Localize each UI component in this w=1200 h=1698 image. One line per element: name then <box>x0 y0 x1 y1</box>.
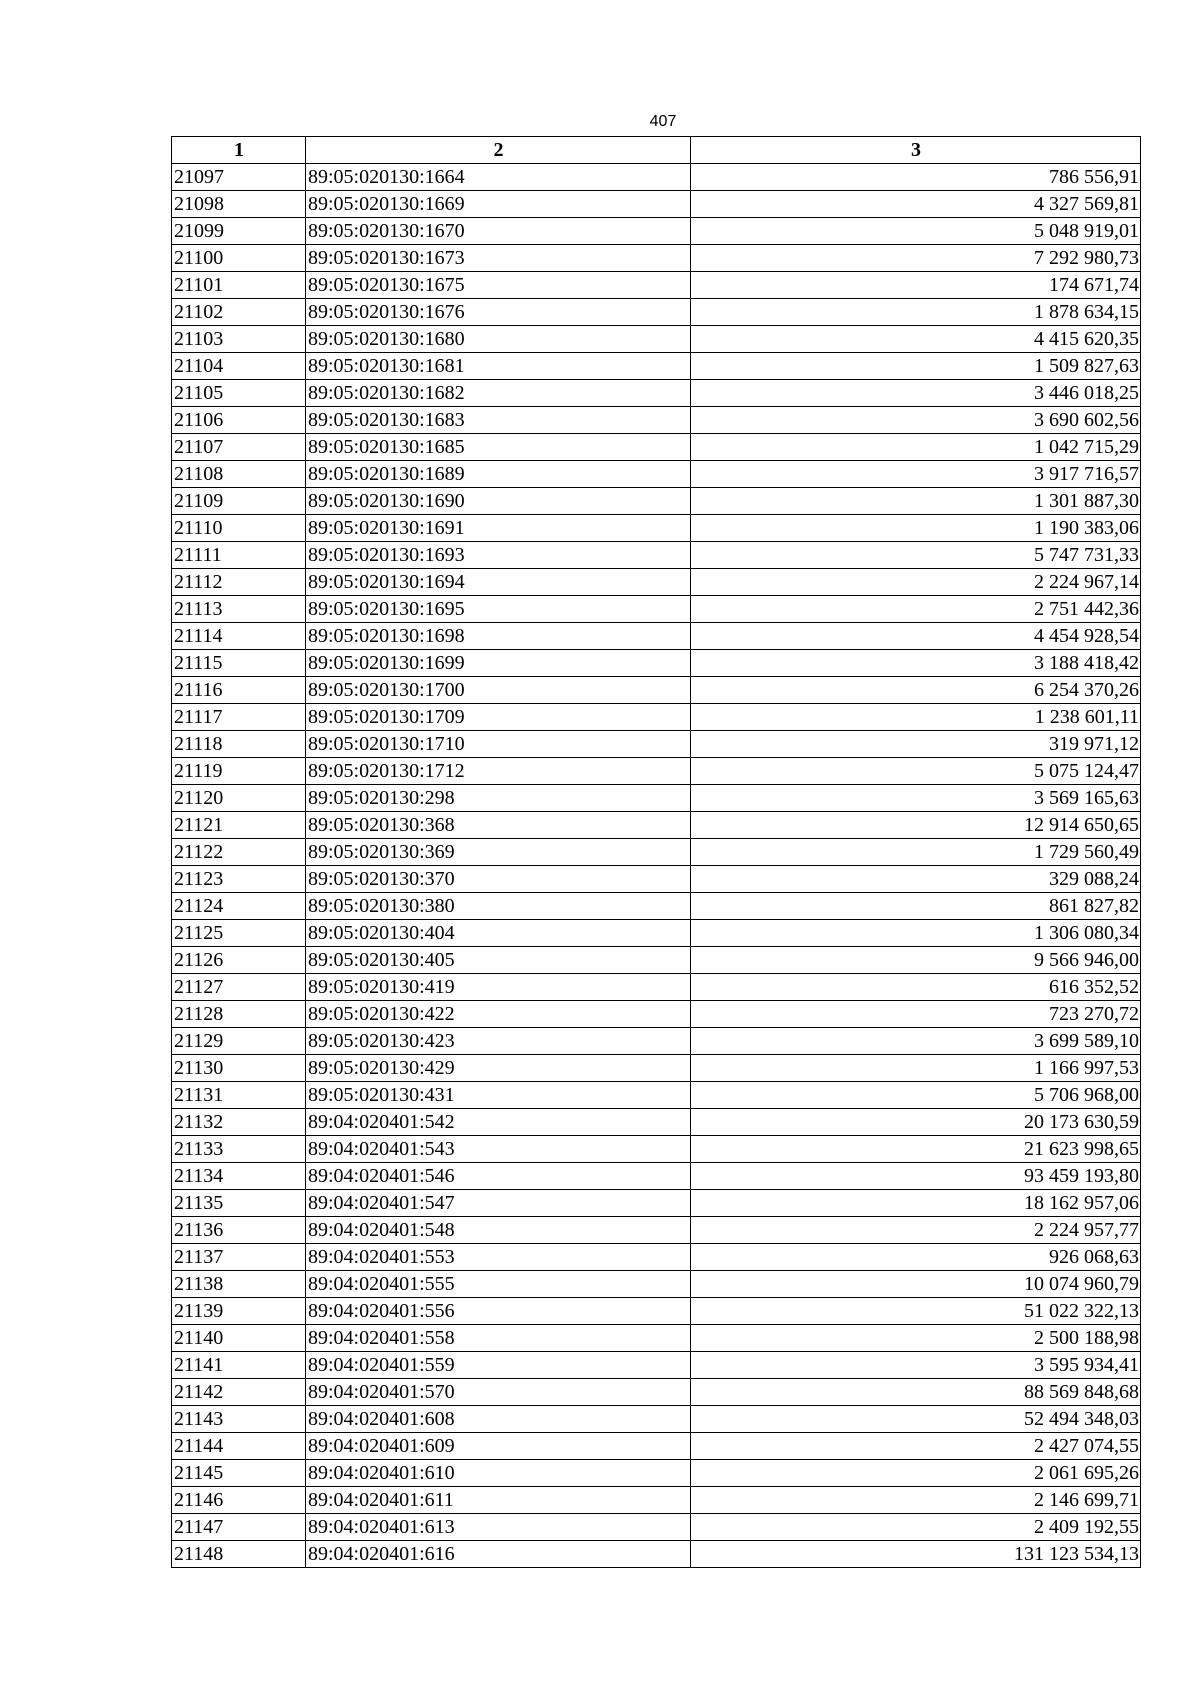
cadastral-number-cell: 89:05:020130:1689 <box>306 461 691 488</box>
value-cell: 51 022 322,13 <box>691 1298 1141 1325</box>
cadastral-number-cell: 89:05:020130:370 <box>306 866 691 893</box>
value-cell: 1 301 887,30 <box>691 488 1141 515</box>
table-row <box>172 1271 1141 1298</box>
row-number-cell: 21143 <box>172 1406 306 1433</box>
value-cell: 2 146 699,71 <box>691 1487 1141 1514</box>
value-cell: 2 500 188,98 <box>691 1325 1141 1352</box>
row-number-cell: 21114 <box>172 623 306 650</box>
cadastral-number-cell: 89:05:020130:1673 <box>306 245 691 272</box>
table-row <box>172 866 1141 893</box>
value-cell: 616 352,52 <box>691 974 1141 1001</box>
row-number-cell: 21134 <box>172 1163 306 1190</box>
table-row <box>172 839 1141 866</box>
row-number-cell: 21142 <box>172 1379 306 1406</box>
table-row <box>172 1055 1141 1082</box>
table-row <box>172 1406 1141 1433</box>
value-cell: 2 224 967,14 <box>691 569 1141 596</box>
table-row <box>172 1325 1141 1352</box>
column-header-1: 1 <box>172 137 306 164</box>
cadastral-number-cell: 89:04:020401:556 <box>306 1298 691 1325</box>
register-table <box>171 136 1141 1568</box>
cadastral-number-cell: 89:05:020130:404 <box>306 920 691 947</box>
cadastral-number-cell: 89:05:020130:405 <box>306 947 691 974</box>
cadastral-number-cell: 89:04:020401:570 <box>306 1379 691 1406</box>
cadastral-number-cell: 89:05:020130:1670 <box>306 218 691 245</box>
table-row <box>172 596 1141 623</box>
row-number-cell: 21131 <box>172 1082 306 1109</box>
table-row <box>172 1082 1141 1109</box>
cadastral-number-cell: 89:04:020401:611 <box>306 1487 691 1514</box>
row-number-cell: 21103 <box>172 326 306 353</box>
table-row <box>172 1109 1141 1136</box>
table-row <box>172 704 1141 731</box>
table-row <box>172 326 1141 353</box>
cadastral-number-cell: 89:05:020130:1699 <box>306 650 691 677</box>
cadastral-number-cell: 89:05:020130:1685 <box>306 434 691 461</box>
cadastral-number-cell: 89:05:020130:1698 <box>306 623 691 650</box>
table-row <box>172 1217 1141 1244</box>
cadastral-number-cell: 89:05:020130:1694 <box>306 569 691 596</box>
row-number-cell: 21117 <box>172 704 306 731</box>
row-number-cell: 21124 <box>172 893 306 920</box>
table-row <box>172 1001 1141 1028</box>
table-row <box>172 731 1141 758</box>
row-number-cell: 21104 <box>172 353 306 380</box>
row-number-cell: 21112 <box>172 569 306 596</box>
row-number-cell: 21129 <box>172 1028 306 1055</box>
cadastral-number-cell: 89:05:020130:429 <box>306 1055 691 1082</box>
row-number-cell: 21135 <box>172 1190 306 1217</box>
cadastral-number-cell: 89:04:020401:542 <box>306 1109 691 1136</box>
value-cell: 131 123 534,13 <box>691 1541 1141 1568</box>
table-row <box>172 461 1141 488</box>
row-number-cell: 21107 <box>172 434 306 461</box>
table-row <box>172 407 1141 434</box>
value-cell: 3 188 418,42 <box>691 650 1141 677</box>
table-row <box>172 650 1141 677</box>
value-cell: 9 566 946,00 <box>691 947 1141 974</box>
row-number-cell: 21122 <box>172 839 306 866</box>
table-row <box>172 677 1141 704</box>
table-row <box>172 353 1141 380</box>
table-row <box>172 1433 1141 1460</box>
cadastral-number-cell: 89:05:020130:1695 <box>306 596 691 623</box>
value-cell: 861 827,82 <box>691 893 1141 920</box>
header-row <box>172 137 1141 164</box>
value-cell: 174 671,74 <box>691 272 1141 299</box>
row-number-cell: 21130 <box>172 1055 306 1082</box>
table-row <box>172 191 1141 218</box>
table-row <box>172 1352 1141 1379</box>
table-row <box>172 1028 1141 1055</box>
cadastral-number-cell: 89:04:020401:559 <box>306 1352 691 1379</box>
cadastral-number-cell: 89:05:020130:1709 <box>306 704 691 731</box>
table-row <box>172 623 1141 650</box>
cadastral-number-cell: 89:05:020130:1675 <box>306 272 691 299</box>
table-row <box>172 1244 1141 1271</box>
value-cell: 2 751 442,36 <box>691 596 1141 623</box>
value-cell: 2 427 074,55 <box>691 1433 1141 1460</box>
table-row <box>172 947 1141 974</box>
cadastral-number-cell: 89:05:020130:369 <box>306 839 691 866</box>
value-cell: 52 494 348,03 <box>691 1406 1141 1433</box>
value-cell: 10 074 960,79 <box>691 1271 1141 1298</box>
table-row <box>172 785 1141 812</box>
row-number-cell: 21105 <box>172 380 306 407</box>
value-cell: 1 238 601,11 <box>691 704 1141 731</box>
table-row <box>172 488 1141 515</box>
row-number-cell: 21118 <box>172 731 306 758</box>
row-number-cell: 21133 <box>172 1136 306 1163</box>
value-cell: 3 690 602,56 <box>691 407 1141 434</box>
cadastral-number-cell: 89:04:020401:613 <box>306 1514 691 1541</box>
table-row <box>172 758 1141 785</box>
value-cell: 786 556,91 <box>691 164 1141 191</box>
row-number-cell: 21111 <box>172 542 306 569</box>
cadastral-number-cell: 89:05:020130:1676 <box>306 299 691 326</box>
table-row <box>172 1298 1141 1325</box>
cadastral-number-cell: 89:05:020130:1691 <box>306 515 691 542</box>
table-row <box>172 1487 1141 1514</box>
cadastral-number-cell: 89:05:020130:431 <box>306 1082 691 1109</box>
cadastral-number-cell: 89:05:020130:1712 <box>306 758 691 785</box>
table-body <box>172 164 1141 1568</box>
cadastral-number-cell: 89:05:020130:1693 <box>306 542 691 569</box>
row-number-cell: 21136 <box>172 1217 306 1244</box>
table-row <box>172 920 1141 947</box>
cadastral-number-cell: 89:05:020130:419 <box>306 974 691 1001</box>
value-cell: 1 042 715,29 <box>691 434 1141 461</box>
value-cell: 1 878 634,15 <box>691 299 1141 326</box>
row-number-cell: 21141 <box>172 1352 306 1379</box>
value-cell: 2 409 192,55 <box>691 1514 1141 1541</box>
cadastral-number-cell: 89:04:020401:616 <box>306 1541 691 1568</box>
value-cell: 319 971,12 <box>691 731 1141 758</box>
row-number-cell: 21110 <box>172 515 306 542</box>
table-row <box>172 1460 1141 1487</box>
row-number-cell: 21140 <box>172 1325 306 1352</box>
value-cell: 21 623 998,65 <box>691 1136 1141 1163</box>
page-number: 407 <box>649 113 677 130</box>
column-header-3: 3 <box>691 137 1141 164</box>
value-cell: 3 595 934,41 <box>691 1352 1141 1379</box>
table-row <box>172 245 1141 272</box>
value-cell: 3 917 716,57 <box>691 461 1141 488</box>
cadastral-number-cell: 89:05:020130:1690 <box>306 488 691 515</box>
row-number-cell: 21100 <box>172 245 306 272</box>
value-cell: 5 048 919,01 <box>691 218 1141 245</box>
row-number-cell: 21144 <box>172 1433 306 1460</box>
cadastral-number-cell: 89:04:020401:558 <box>306 1325 691 1352</box>
table-row <box>172 1379 1141 1406</box>
value-cell: 5 747 731,33 <box>691 542 1141 569</box>
row-number-cell: 21123 <box>172 866 306 893</box>
value-cell: 20 173 630,59 <box>691 1109 1141 1136</box>
value-cell: 4 415 620,35 <box>691 326 1141 353</box>
row-number-cell: 21137 <box>172 1244 306 1271</box>
value-cell: 5 706 968,00 <box>691 1082 1141 1109</box>
row-number-cell: 21132 <box>172 1109 306 1136</box>
row-number-cell: 21109 <box>172 488 306 515</box>
table-row <box>172 515 1141 542</box>
value-cell: 7 292 980,73 <box>691 245 1141 272</box>
row-number-cell: 21108 <box>172 461 306 488</box>
cadastral-number-cell: 89:04:020401:609 <box>306 1433 691 1460</box>
cadastral-number-cell: 89:05:020130:1683 <box>306 407 691 434</box>
value-cell: 3 446 018,25 <box>691 380 1141 407</box>
cadastral-number-cell: 89:05:020130:1669 <box>306 191 691 218</box>
table-row <box>172 272 1141 299</box>
cadastral-number-cell: 89:04:020401:553 <box>306 1244 691 1271</box>
row-number-cell: 21116 <box>172 677 306 704</box>
value-cell: 1 729 560,49 <box>691 839 1141 866</box>
table-row <box>172 974 1141 1001</box>
table-row <box>172 569 1141 596</box>
table-row <box>172 1190 1141 1217</box>
table-row <box>172 893 1141 920</box>
value-cell: 2 224 957,77 <box>691 1217 1141 1244</box>
cadastral-number-cell: 89:04:020401:610 <box>306 1460 691 1487</box>
row-number-cell: 21119 <box>172 758 306 785</box>
value-cell: 1 306 080,34 <box>691 920 1141 947</box>
row-number-cell: 21125 <box>172 920 306 947</box>
cadastral-number-cell: 89:05:020130:1700 <box>306 677 691 704</box>
cadastral-number-cell: 89:05:020130:298 <box>306 785 691 812</box>
row-number-cell: 21147 <box>172 1514 306 1541</box>
row-number-cell: 21126 <box>172 947 306 974</box>
row-number-cell: 21139 <box>172 1298 306 1325</box>
cadastral-number-cell: 89:05:020130:422 <box>306 1001 691 1028</box>
cadastral-number-cell: 89:04:020401:548 <box>306 1217 691 1244</box>
row-number-cell: 21098 <box>172 191 306 218</box>
value-cell: 12 914 650,65 <box>691 812 1141 839</box>
table-row <box>172 1514 1141 1541</box>
column-header-2: 2 <box>306 137 691 164</box>
row-number-cell: 21127 <box>172 974 306 1001</box>
value-cell: 18 162 957,06 <box>691 1190 1141 1217</box>
row-number-cell: 21148 <box>172 1541 306 1568</box>
table-row <box>172 164 1141 191</box>
value-cell: 723 270,72 <box>691 1001 1141 1028</box>
table-row <box>172 542 1141 569</box>
table-row <box>172 1163 1141 1190</box>
value-cell: 926 068,63 <box>691 1244 1141 1271</box>
row-number-cell: 21113 <box>172 596 306 623</box>
cadastral-number-cell: 89:05:020130:423 <box>306 1028 691 1055</box>
value-cell: 5 075 124,47 <box>691 758 1141 785</box>
value-cell: 1 190 383,06 <box>691 515 1141 542</box>
cadastral-number-cell: 89:04:020401:546 <box>306 1163 691 1190</box>
cadastral-number-cell: 89:05:020130:1710 <box>306 731 691 758</box>
value-cell: 4 327 569,81 <box>691 191 1141 218</box>
table-row <box>172 380 1141 407</box>
row-number-cell: 21102 <box>172 299 306 326</box>
cadastral-number-cell: 89:05:020130:380 <box>306 893 691 920</box>
cadastral-number-cell: 89:05:020130:1681 <box>306 353 691 380</box>
row-number-cell: 21120 <box>172 785 306 812</box>
value-cell: 88 569 848,68 <box>691 1379 1141 1406</box>
value-cell: 329 088,24 <box>691 866 1141 893</box>
value-cell: 2 061 695,26 <box>691 1460 1141 1487</box>
cadastral-number-cell: 89:05:020130:1664 <box>306 164 691 191</box>
value-cell: 4 454 928,54 <box>691 623 1141 650</box>
table-row <box>172 434 1141 461</box>
table-row <box>172 299 1141 326</box>
row-number-cell: 21099 <box>172 218 306 245</box>
row-number-cell: 21097 <box>172 164 306 191</box>
cadastral-number-cell: 89:04:020401:543 <box>306 1136 691 1163</box>
value-cell: 93 459 193,80 <box>691 1163 1141 1190</box>
row-number-cell: 21138 <box>172 1271 306 1298</box>
row-number-cell: 21121 <box>172 812 306 839</box>
row-number-cell: 21145 <box>172 1460 306 1487</box>
value-cell: 6 254 370,26 <box>691 677 1141 704</box>
cadastral-number-cell: 89:04:020401:608 <box>306 1406 691 1433</box>
row-number-cell: 21115 <box>172 650 306 677</box>
row-number-cell: 21146 <box>172 1487 306 1514</box>
cadastral-number-cell: 89:05:020130:1682 <box>306 380 691 407</box>
row-number-cell: 21128 <box>172 1001 306 1028</box>
table-row <box>172 1541 1141 1568</box>
table-row <box>172 1136 1141 1163</box>
table-row <box>172 218 1141 245</box>
cadastral-number-cell: 89:05:020130:368 <box>306 812 691 839</box>
row-number-cell: 21106 <box>172 407 306 434</box>
table-header <box>172 137 1141 164</box>
value-cell: 3 569 165,63 <box>691 785 1141 812</box>
value-cell: 1 509 827,63 <box>691 353 1141 380</box>
value-cell: 1 166 997,53 <box>691 1055 1141 1082</box>
cadastral-number-cell: 89:05:020130:1680 <box>306 326 691 353</box>
row-number-cell: 21101 <box>172 272 306 299</box>
cadastral-number-cell: 89:04:020401:547 <box>306 1190 691 1217</box>
table-row <box>172 812 1141 839</box>
value-cell: 3 699 589,10 <box>691 1028 1141 1055</box>
cadastral-number-cell: 89:04:020401:555 <box>306 1271 691 1298</box>
